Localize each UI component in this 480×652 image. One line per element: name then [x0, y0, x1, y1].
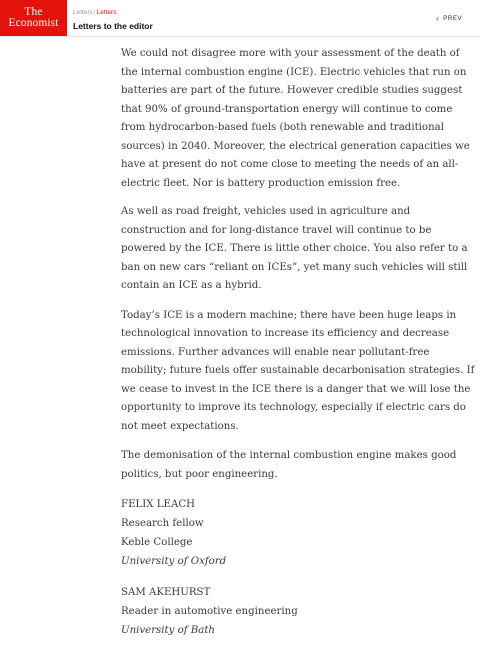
logo-line-the: The	[24, 6, 43, 18]
economist-logo[interactable]	[0, 0, 67, 36]
letter-body	[121, 45, 476, 652]
signatory-university: University of Oxford	[121, 556, 227, 567]
top-bar	[0, 0, 480, 37]
letter-paragraph: We could not disagree more with your assessment of the death of the internal combustion engine (ICE). Electric vehicles that run on batteries are part of the future. However credible studies suggest that 90% of ground-transportation energy will continue to come from hydrocarbon-based fuels (both renewable and traditional sources) in 2040. Moreover, the electrical generation capacities we have at present do not come close to meeting the needs of an all-electric fleet. Nor is battery production emission free.	[121, 48, 470, 189]
prev-button[interactable]	[436, 15, 462, 23]
signatory-institution: Keble College	[121, 537, 193, 548]
section-title: Letters to the editor	[73, 21, 153, 31]
signatory-role: Research fellow	[121, 518, 204, 529]
breadcrumb-item-letters[interactable]: Letters	[73, 9, 93, 16]
letter-paragraph: Today’s ICE is a modern machine; there have been huge leaps in technological innovation to increase its efficiency and decrease emissions. Further advances will enable near pollutant-free mobility; future fuels offer sustainable decarbonisation strategies. If we cease to invest in the ICE there is a danger that we will lose the opportunity to improve its technology, especially if electric cars do not meet expectations.	[121, 309, 475, 432]
breadcrumb-separator: |	[93, 9, 96, 16]
breadcrumb-item-letters-current[interactable]: Letters	[96, 9, 117, 16]
signatory-name: SAM AKEHURST	[121, 587, 211, 598]
chevron-left-icon: ‹	[436, 14, 440, 23]
signatory-role: Reader in automotive engineering	[121, 606, 298, 617]
letter-paragraph: As well as road freight, vehicles used in agriculture and construction and for long-distance travel will continue to be powered by the ICE. There is little other choice. You also refer to a ban on new cars “reliant on ICEs”, yet many such vehicles will still contain an ICE as a hybrid.	[121, 206, 468, 291]
prev-label: PREV	[443, 15, 462, 22]
signature-block	[121, 495, 476, 571]
breadcrumb	[73, 9, 116, 17]
logo-line-economist: Economist	[8, 17, 59, 29]
signatory-name: FELIX LEACH	[121, 499, 196, 510]
signature-block	[121, 583, 476, 640]
letter-paragraph: The demonisation of the internal combustion engine makes good politics, but poor engineering.	[121, 450, 457, 480]
signatory-university: University of Bath	[121, 625, 215, 636]
